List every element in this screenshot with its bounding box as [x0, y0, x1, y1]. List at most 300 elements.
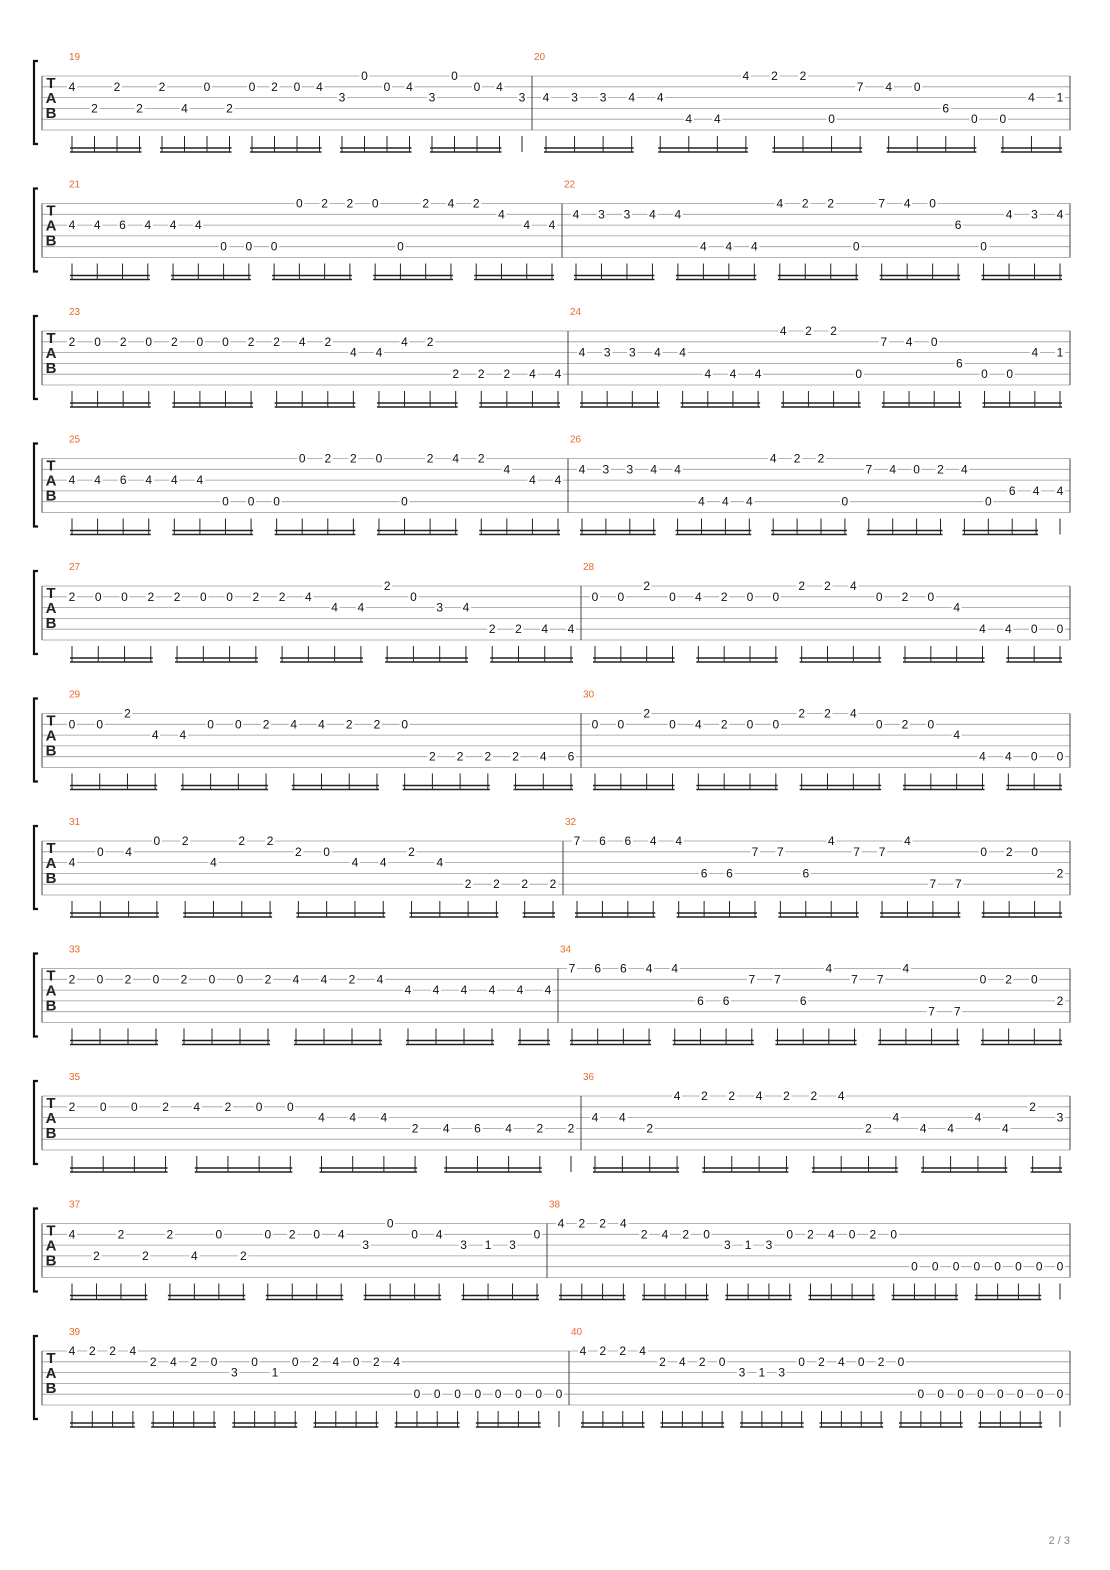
fret-number: 3: [518, 90, 526, 105]
fret-number: 2: [262, 717, 270, 732]
fret-number: 0: [270, 239, 278, 254]
fret-number: 7: [856, 79, 864, 94]
fret-number: 2: [149, 1354, 157, 1369]
fret-number: 2: [1029, 1099, 1036, 1114]
fret-number: 4: [452, 451, 460, 466]
tab-clef-letter: T: [46, 457, 56, 475]
fret-number: 2: [273, 334, 280, 349]
fret-number: 0: [798, 1354, 805, 1369]
fret-number: 0: [94, 589, 102, 604]
fret-number: 2: [408, 844, 415, 859]
fret-number: 4: [68, 473, 76, 488]
measure-number: 30: [583, 689, 595, 701]
fret-number: 4: [505, 1121, 512, 1136]
fret-number: 2: [599, 1216, 606, 1231]
fret-number: 6: [567, 749, 575, 764]
fret-number: 2: [472, 196, 480, 211]
fret-number: 3: [1031, 207, 1038, 222]
fret-number: 0: [669, 717, 676, 732]
system-bracket: [34, 571, 38, 654]
tab-system: [34, 307, 1070, 407]
fret-number: 4: [885, 79, 893, 94]
fret-number: 7: [751, 844, 759, 859]
fret-number: 0: [298, 451, 306, 466]
fret-number: 4: [904, 834, 911, 848]
fret-number: 2: [456, 749, 464, 764]
tab-system: [34, 435, 1070, 535]
fret-number: 2: [793, 451, 801, 466]
fret-number: 2: [807, 1227, 814, 1242]
fret-number: 0: [68, 717, 76, 732]
tab-system: [34, 690, 1070, 790]
fret-number: 4: [1028, 90, 1035, 105]
tab-clef-letter: B: [45, 1125, 57, 1142]
fret-number: 6: [697, 993, 704, 1008]
fret-number: 0: [533, 1227, 541, 1242]
system-bracket: [34, 699, 38, 782]
fret-number: 4: [953, 728, 961, 743]
tab-system: [34, 180, 1070, 280]
fret-number: 4: [567, 622, 575, 637]
fret-number: 4: [435, 1227, 443, 1242]
measure-number: 25: [69, 434, 81, 446]
fret-number: 0: [913, 462, 920, 477]
fret-number: 0: [999, 112, 1007, 127]
fret-number: 2: [373, 717, 381, 732]
fret-number: 4: [769, 451, 777, 466]
fret-number: 7: [568, 961, 576, 976]
fret-number: 4: [1001, 1121, 1009, 1136]
fret-number: 4: [557, 1216, 565, 1231]
tab-clef-letter: A: [45, 600, 57, 617]
fret-number: 0: [828, 112, 835, 127]
fret-number: 2: [512, 749, 519, 764]
fret-number: 0: [772, 589, 780, 604]
fret-number: 4: [656, 90, 664, 105]
fret-number: 0: [371, 196, 379, 211]
fret-number: 2: [619, 1344, 627, 1358]
fret-number: 4: [68, 218, 76, 233]
fret-number: 0: [203, 79, 211, 94]
fret-number: 4: [1004, 749, 1012, 764]
fret-number: 4: [1056, 483, 1064, 498]
fret-number: 7: [853, 844, 860, 859]
fret-number: 0: [973, 1259, 981, 1274]
fret-number: 7: [774, 972, 781, 987]
fret-number: 4: [729, 367, 737, 382]
fret-number: 4: [685, 112, 693, 127]
fret-number: 4: [679, 1354, 686, 1369]
fret-number: 4: [554, 473, 562, 488]
fret-number: 4: [849, 706, 857, 721]
fret-number: 2: [805, 324, 812, 338]
fret-number: 4: [1005, 207, 1013, 222]
fret-number: 7: [851, 972, 858, 987]
fret-number: 0: [222, 494, 229, 509]
fret-number: 4: [68, 79, 76, 94]
fret-number: 7: [880, 334, 888, 349]
fret-number: 4: [919, 1121, 927, 1136]
fret-number: 0: [515, 1387, 522, 1402]
fret-number: 0: [220, 239, 227, 254]
fret-number: 0: [1056, 1259, 1064, 1274]
fret-number: 0: [875, 589, 883, 604]
fret-number: 0: [94, 334, 101, 349]
fret-number: 0: [1031, 844, 1038, 859]
fret-number: 4: [750, 239, 758, 254]
fret-number: 4: [181, 101, 188, 116]
fret-number: 2: [801, 196, 809, 211]
fret-number: 0: [890, 1227, 898, 1242]
tab-clef-letter: B: [45, 487, 57, 505]
fret-number: 6: [726, 866, 733, 881]
fret-number: 2: [142, 1248, 149, 1263]
fret-number: 0: [433, 1387, 441, 1402]
fret-number: 4: [673, 1089, 681, 1103]
fret-number: 3: [230, 1365, 238, 1380]
fret-number: 0: [979, 972, 987, 987]
fret-number: 0: [226, 589, 233, 604]
fret-number: 4: [654, 345, 661, 360]
fret-number: 4: [94, 473, 101, 488]
fret-number: 2: [503, 367, 511, 382]
measure-number: 21: [69, 179, 81, 191]
fret-number: 4: [979, 749, 986, 764]
fret-number: 7: [876, 972, 884, 987]
fret-number: 4: [191, 1248, 198, 1263]
fret-number: 4: [292, 972, 300, 987]
system-bracket: [34, 61, 38, 144]
fret-number: 2: [937, 462, 944, 477]
fret-number: 4: [649, 834, 657, 848]
fret-number: 2: [170, 334, 178, 349]
fret-number: 0: [911, 1259, 918, 1274]
fret-number: 4: [179, 728, 187, 743]
fret-number: 2: [321, 196, 328, 211]
fret-number: 0: [248, 79, 256, 94]
tab-clef-letter: T: [46, 75, 56, 92]
measure-number: 26: [570, 434, 582, 446]
fret-number: 0: [293, 79, 301, 94]
fret-number: 2: [477, 367, 485, 382]
fret-number: 4: [889, 462, 897, 477]
fret-number: 0: [291, 1354, 299, 1369]
fret-number: 4: [406, 79, 413, 94]
fret-number: 0: [361, 69, 368, 83]
fret-number: 6: [942, 101, 950, 116]
fret-number: 2: [346, 196, 354, 211]
fret-number: 0: [927, 717, 935, 732]
fret-number: 0: [875, 717, 883, 732]
fret-number: 0: [1016, 1387, 1024, 1402]
tab-clef-letter: B: [45, 742, 57, 760]
fret-number: 0: [855, 367, 863, 382]
fret-number: 4: [947, 1121, 954, 1136]
fret-number: 2: [68, 972, 76, 987]
fret-number: 4: [578, 462, 586, 477]
fret-number: 0: [1015, 1259, 1022, 1274]
fret-number: 4: [905, 334, 913, 349]
fret-number: 4: [129, 1344, 137, 1358]
measure-number: 34: [560, 944, 572, 956]
fret-number: 4: [742, 69, 750, 83]
fret-number: 6: [119, 218, 126, 233]
fret-number: 0: [375, 451, 383, 466]
measure-number: 23: [69, 307, 81, 318]
fret-number: 0: [929, 196, 936, 211]
fret-number: 4: [393, 1354, 401, 1369]
fret-number: 4: [193, 1099, 201, 1114]
fret-number: 2: [109, 1344, 116, 1358]
fret-number: 4: [496, 79, 503, 94]
tab-clef-letter: T: [46, 1350, 56, 1367]
tab-clef-letter: B: [45, 360, 57, 377]
tab-clef-letter: T: [46, 1222, 56, 1240]
fret-number: 4: [754, 367, 762, 382]
fret-number: 2: [348, 972, 356, 987]
fret-number: 0: [153, 834, 161, 848]
fret-number: 6: [954, 218, 962, 233]
fret-number: 0: [251, 1354, 258, 1369]
fret-number: 0: [980, 844, 988, 859]
fret-number: 4: [375, 345, 383, 360]
fret-number: 2: [312, 1354, 319, 1369]
fret-number: 2: [659, 1354, 666, 1369]
fret-number: 2: [799, 69, 807, 83]
fret-number: 0: [96, 972, 104, 987]
fret-number: 2: [830, 324, 837, 338]
fret-number: 0: [535, 1387, 543, 1402]
fret-number: 2: [493, 877, 500, 892]
fret-number: 0: [1056, 749, 1064, 764]
fret-number: 0: [848, 1227, 856, 1242]
fret-number: 2: [869, 1227, 877, 1242]
fret-number: 4: [498, 207, 505, 222]
fret-number: 3: [723, 1238, 731, 1253]
fret-number: 7: [929, 877, 937, 892]
fret-number: 2: [720, 717, 728, 732]
fret-number: 2: [817, 451, 825, 466]
measure-number: 35: [69, 1072, 81, 1083]
fret-number: 4: [722, 494, 729, 509]
tab-clef-letter: A: [45, 90, 57, 107]
fret-number: 3: [778, 1365, 786, 1380]
fret-number: 0: [1035, 1259, 1043, 1274]
system-bracket: [34, 826, 38, 909]
fret-number: 0: [121, 589, 128, 604]
tab-system: [34, 1072, 1070, 1172]
fret-number: 4: [196, 473, 204, 488]
measure-number: 38: [549, 1199, 561, 1211]
fret-number: 4: [68, 855, 76, 870]
fret-number: 6: [956, 356, 963, 371]
fret-number: 3: [428, 90, 436, 105]
fret-number: 6: [700, 866, 708, 881]
fret-number: 4: [578, 345, 586, 360]
fret-number: 0: [897, 1354, 905, 1369]
tab-clef-letter: B: [45, 105, 57, 122]
fret-number: 2: [113, 79, 121, 94]
fret-number: 4: [698, 494, 705, 509]
fret-number: 2: [643, 579, 651, 593]
fret-number: 4: [305, 589, 312, 604]
fret-number: 4: [628, 90, 636, 105]
fret-number: 2: [91, 101, 98, 116]
fret-number: 4: [351, 855, 359, 870]
fret-number: 4: [554, 367, 562, 382]
system-bracket: [34, 954, 38, 1037]
fret-number: 0: [591, 589, 599, 604]
tab-clef-letter: T: [46, 712, 56, 730]
fret-number: 2: [239, 1248, 247, 1263]
fret-number: 4: [442, 1121, 450, 1136]
fret-number: 0: [669, 589, 676, 604]
fret-number: 0: [208, 972, 216, 987]
fret-number: 2: [426, 334, 434, 349]
fret-number: 0: [1036, 1387, 1044, 1402]
fret-number: 0: [1056, 1387, 1064, 1402]
fret-number: 4: [460, 983, 468, 998]
fret-number: 2: [549, 877, 557, 892]
tab-clef-letter: A: [45, 217, 57, 235]
fret-number: 2: [295, 844, 302, 859]
fret-number: 4: [591, 1110, 599, 1125]
fret-number: 4: [93, 218, 101, 233]
fret-number: 0: [984, 494, 992, 509]
fret-number: 4: [979, 622, 986, 637]
fret-number: 4: [725, 239, 733, 254]
fret-number: 0: [199, 589, 207, 604]
fret-number: 6: [624, 834, 632, 848]
fret-number: 0: [617, 589, 625, 604]
fret-number: 4: [755, 1089, 763, 1103]
fret-number: 3: [765, 1238, 773, 1253]
fret-number: 4: [694, 717, 702, 732]
fret-number: 4: [539, 749, 547, 764]
fret-number: 4: [404, 983, 412, 998]
fret-number: 2: [827, 196, 835, 211]
measure-number: 22: [564, 179, 576, 191]
fret-number: 0: [957, 1387, 964, 1402]
fret-number: 0: [323, 844, 330, 859]
fret-number: 2: [1056, 866, 1064, 881]
fret-number: 2: [373, 1354, 380, 1369]
fret-number: 3: [1056, 1110, 1064, 1125]
fret-number: 2: [278, 589, 286, 604]
fret-number: 2: [477, 451, 485, 466]
tab-clef-letter: A: [45, 1237, 57, 1255]
fret-number: 2: [181, 834, 189, 848]
fret-number: 2: [798, 579, 806, 593]
fret-number: 4: [401, 334, 408, 349]
fret-number: 2: [93, 1248, 100, 1263]
measure-number: 33: [69, 944, 81, 956]
fret-number: 4: [1004, 622, 1012, 637]
fret-number: 2: [1056, 993, 1064, 1008]
fret-number: 2: [901, 717, 909, 732]
fret-number: 0: [1056, 622, 1064, 637]
measure-number: 28: [583, 562, 595, 573]
fret-number: 2: [484, 749, 492, 764]
fret-number: 0: [977, 1387, 984, 1402]
fret-number: 7: [748, 972, 756, 987]
fret-number: 0: [386, 1216, 394, 1231]
fret-number: 2: [646, 1121, 654, 1136]
fret-number: 7: [954, 877, 962, 892]
fret-number: 4: [903, 196, 911, 211]
fret-number: 0: [255, 1099, 263, 1114]
fret-number: 4: [337, 1227, 345, 1242]
fret-number: 0: [917, 1387, 925, 1402]
fret-number: 7: [777, 844, 784, 859]
fret-number: 2: [698, 1354, 706, 1369]
fret-number: 0: [215, 1227, 223, 1242]
tab-clef-letter: A: [45, 727, 57, 745]
fret-number: 1: [484, 1238, 492, 1253]
fret-number: 0: [454, 1387, 461, 1402]
fret-number: 4: [462, 600, 470, 615]
fret-number: 4: [619, 1110, 626, 1125]
fret-number: 4: [849, 579, 857, 593]
fret-number: 4: [194, 218, 202, 233]
fret-number: 2: [383, 579, 391, 593]
fret-number: 4: [649, 207, 656, 222]
fret-number: 0: [286, 1099, 294, 1114]
fret-number: 0: [410, 589, 417, 604]
fret-number: 4: [125, 844, 132, 859]
fret-number: 2: [521, 877, 529, 892]
fret-number: 2: [288, 1227, 296, 1242]
measure-number: 20: [534, 52, 546, 63]
fret-number: 0: [786, 1227, 794, 1242]
fret-number: 4: [350, 345, 357, 360]
fret-number: 0: [1030, 749, 1038, 764]
fret-number: 2: [824, 706, 831, 721]
tab-system: [34, 1200, 1070, 1300]
system-bracket: [34, 189, 38, 272]
fret-number: 6: [599, 834, 606, 848]
fret-number: 3: [598, 207, 605, 222]
fret-number: 2: [190, 1354, 198, 1369]
page-number: 2 / 3: [1048, 1535, 1070, 1547]
tab-clef-letter: A: [45, 855, 57, 872]
fret-number: 0: [99, 1099, 107, 1114]
fret-number: 0: [264, 1227, 272, 1242]
fret-number: 0: [746, 717, 754, 732]
fret-number: 0: [145, 334, 153, 349]
fret-number: 0: [555, 1387, 563, 1402]
fret-number: 0: [703, 1227, 710, 1242]
fret-number: 1: [1056, 345, 1064, 360]
fret-number: 4: [432, 983, 440, 998]
fret-number: 4: [151, 728, 159, 743]
fret-number: 4: [516, 983, 524, 998]
fret-number: 6: [474, 1121, 481, 1136]
fret-number: 4: [170, 1354, 177, 1369]
fret-number: 2: [119, 334, 127, 349]
fret-number: 0: [617, 717, 625, 732]
fret-number: 0: [772, 717, 780, 732]
fret-number: 2: [173, 589, 181, 604]
fret-number: 2: [798, 706, 806, 721]
tab-clef-letter: T: [46, 840, 56, 857]
fret-number: 0: [131, 1099, 138, 1114]
fret-number: 2: [224, 1099, 232, 1114]
fret-number: 6: [620, 961, 627, 976]
fret-number: 0: [473, 79, 481, 94]
fret-number: 2: [824, 579, 831, 593]
fret-number: 2: [68, 589, 76, 604]
